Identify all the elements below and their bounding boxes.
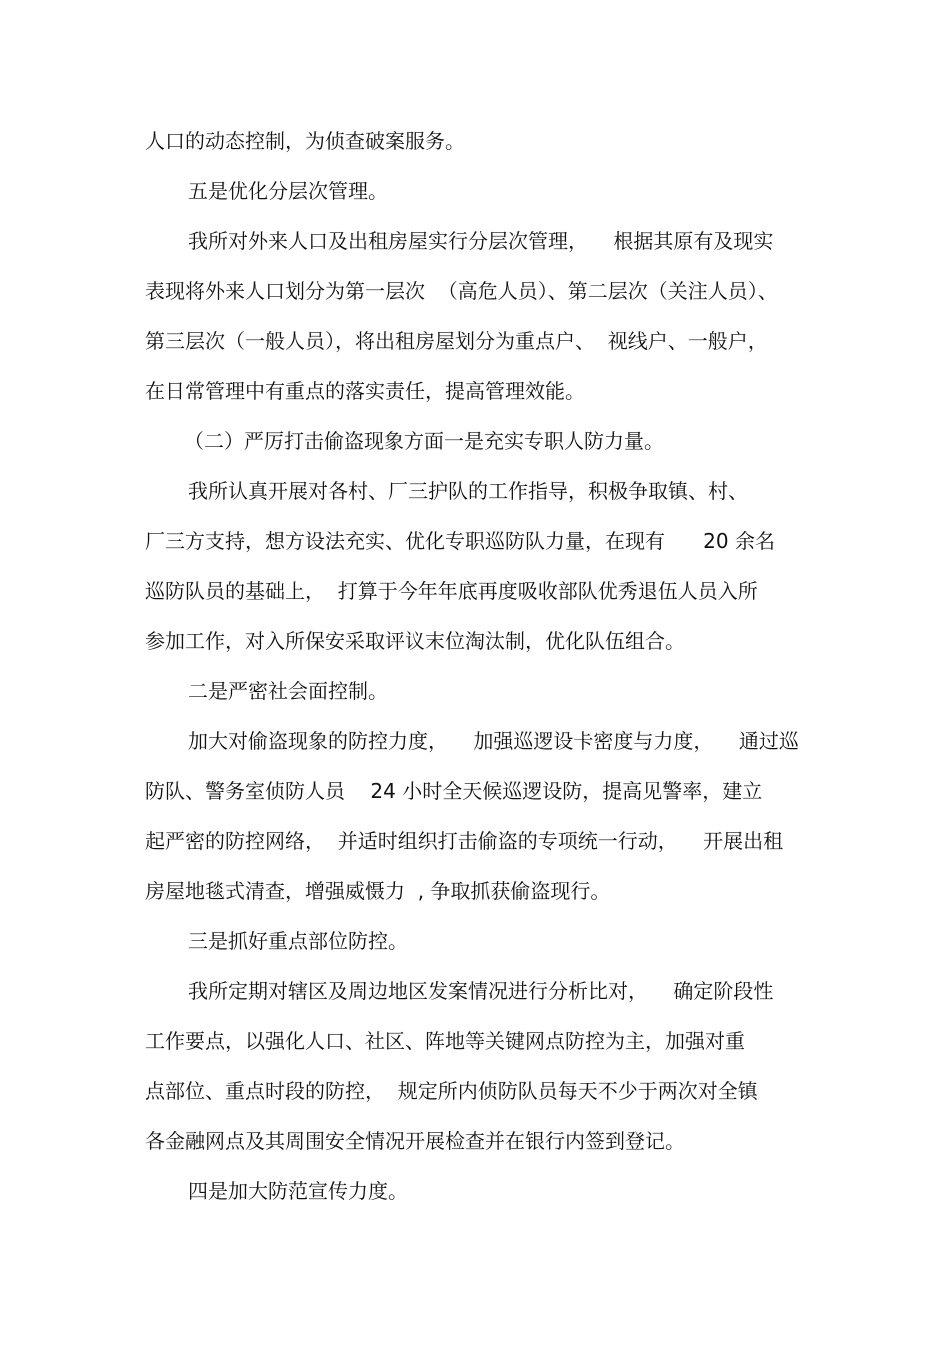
text-line-12-heading: 二是严密社会面控制。 (188, 679, 388, 703)
text-line-13: 加大对偷盗现象的防控力度， 加强巡逻设卡密度与力度， 通过巡 (188, 729, 799, 753)
text-line-21: 各金融网点及其周围安全情况开展检查并在银行内签到登记。 (145, 1129, 685, 1153)
text-line-11: 参加工作，对入所保安采取评议末位淘汰制，优化队伍组合。 (145, 629, 685, 653)
text-line-17-heading: 三是抓好重点部位防控。 (188, 929, 408, 953)
text-line-2-heading: 五是优化分层次管理。 (188, 179, 388, 203)
text-line-22-heading: 四是加大防范宣传力度。 (188, 1179, 408, 1203)
text-line-3: 我所对外来人口及出租房屋实行分层次管理， 根据其原有及现实 (188, 229, 774, 253)
text-line-4: 表现将外来人口划分为第一层次 （高危人员）、第二层次（关注人员）、 (145, 279, 778, 303)
text-line-8: 我所认真开展对各村、厂三护队的工作指导，积极争取镇、村、 (188, 479, 748, 503)
text-line-6: 在日常管理中有重点的落实责任，提高管理效能。 (145, 379, 585, 403)
text-line-19: 工作要点，以强化人口、社区、阵地等关键网点防控为主，加强对重 (145, 1029, 745, 1053)
text-line-15: 起严密的防控网络， 并适时组织打击偷盗的专项统一行动， 开展出租 (145, 829, 784, 853)
text-line-16: 房屋地毯式清查，增强威慑力 , 争取抓获偷盗现行。 (145, 879, 611, 903)
text-line-9: 厂三方支持，想方设法充实、优化专职巡防队力量，在现有 20 余名 (145, 529, 775, 553)
text-line-14: 防队、警务室侦防人员 24 小时全天候巡逻设防，提高见警率，建立 (145, 779, 763, 803)
text-line-5: 第三层次（一般人员），将出租房屋划分为重点户、 视线户、一般户， (145, 329, 768, 353)
text-line-18: 我所定期对辖区及周边地区发案情况进行分析比对， 确定阶段性 (188, 979, 774, 1003)
text-line-20: 点部位、重点时段的防控， 规定所内侦防队员每天不少于两次对全镇 (145, 1079, 758, 1103)
text-line-7-section: （二）严厉打击偷盗现象方面一是充实专职人防力量。 (184, 429, 664, 453)
text-line-1: 人口的动态控制，为侦查破案服务。 (145, 129, 465, 153)
text-line-10: 巡防队员的基础上， 打算于今年年底再度吸收部队优秀退伍人员入所 (145, 579, 758, 603)
